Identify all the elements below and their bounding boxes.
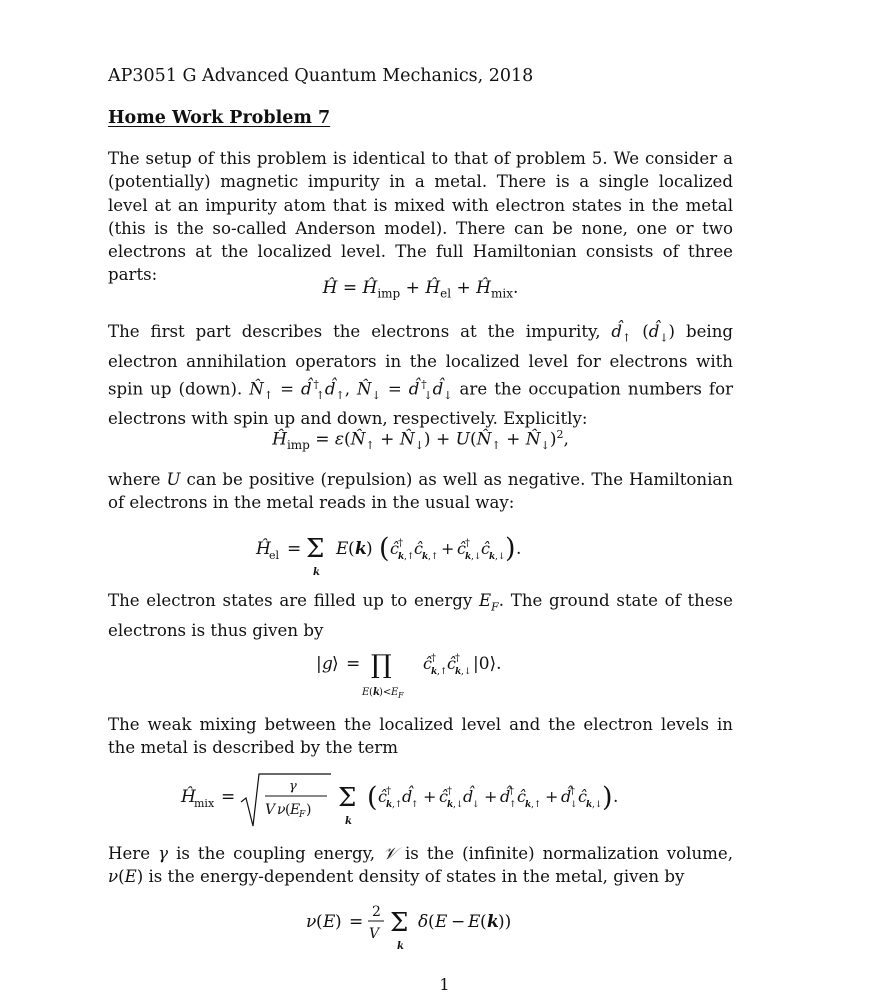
svg-text:E: E	[467, 912, 480, 932]
svg-text:†: †	[385, 786, 391, 797]
svg-text:ĉ: ĉ	[446, 654, 456, 673]
svg-text:(: (	[284, 802, 290, 818]
equation-impurity-hamiltonian: $Ĥ_{imp}$ = $\varepsilon(N̂_↑$ + $N̂_↓$) + $U(N̂_↑$ + $N̂_↓)^2$,	[272, 428, 569, 453]
svg-text:ĉ: ĉ	[413, 539, 423, 558]
page-number: 1	[439, 975, 450, 994]
svg-text:=: =	[220, 787, 235, 807]
svg-text:+: +	[483, 787, 497, 806]
svg-text:,↑: ,↑	[391, 800, 402, 810]
svg-text:(: (	[378, 533, 390, 564]
svg-text:∏: ∏	[370, 650, 392, 680]
svg-text:k: k	[486, 912, 499, 932]
svg-text:): )	[365, 539, 373, 559]
svg-text:,↓: ,↓	[452, 800, 463, 810]
equation-electron-hamiltonian	[108, 525, 733, 582]
svg-text:F: F	[397, 691, 404, 700]
svg-text:,↑: ,↑	[403, 552, 414, 562]
svg-text:V: V	[368, 926, 379, 942]
svg-text:E: E	[322, 912, 335, 932]
svg-text:k: k	[430, 667, 437, 677]
svg-text:k: k	[524, 800, 531, 810]
svg-text:k: k	[585, 800, 592, 810]
svg-text:E: E	[361, 687, 369, 698]
svg-text:): )	[601, 782, 613, 813]
paragraph-setup: The setup of this problem is identical to that of problem 5. We consider a (potentially) magnetic impurity in a metal. There is a single localized level at an impurity atom that is mixed with electron states in the metal (this is the so-called Anderson model). There can be none, one or two electrons at the localized level. The full Hamiltonian consists of three parts:	[108, 149, 733, 285]
svg-text:+: +	[440, 539, 454, 558]
svg-text:k: k	[464, 552, 471, 562]
svg-text:): )	[305, 802, 311, 818]
svg-text:g: g	[321, 654, 333, 674]
svg-text:k: k	[397, 552, 404, 562]
svg-text:F: F	[298, 810, 305, 820]
svg-text:ν: ν	[305, 912, 316, 932]
svg-text:,↑: ,↑	[427, 552, 438, 562]
svg-text:†: †	[464, 538, 470, 549]
svg-text:.: .	[515, 539, 521, 559]
svg-text:↓: ↓	[569, 800, 578, 810]
paragraph-ground-state-intro: The electron states are filled up to energy $E_F$. The ground state of these electrons is thus given by	[108, 591, 733, 640]
svg-text:−: −	[450, 912, 465, 932]
svg-text:δ: δ	[417, 912, 428, 932]
svg-text:†: †	[569, 786, 575, 797]
svg-text:E: E	[434, 912, 447, 932]
svg-text:↓: ↓	[471, 800, 480, 810]
svg-text:Σ: Σ	[305, 534, 324, 564]
svg-text:(: (	[427, 912, 435, 932]
svg-text:ĉ: ĉ	[516, 787, 526, 806]
svg-text:+: +	[544, 787, 558, 806]
svg-text:ĉ: ĉ	[456, 539, 466, 558]
equation-ground-state	[108, 645, 733, 706]
equation-total-hamiltonian: Ĥ = $Ĥ_{imp}$ + $Ĥ_{el}$ + $Ĥ_{mix}$.	[322, 278, 519, 301]
svg-text:2: 2	[371, 904, 381, 920]
svg-text:)<: )<	[378, 687, 391, 698]
svg-text:|: |	[315, 654, 322, 674]
svg-text:k: k	[421, 552, 428, 562]
svg-text:k: k	[312, 567, 320, 578]
svg-text:†: †	[454, 653, 460, 664]
svg-text:⟩: ⟩	[331, 654, 339, 674]
svg-text:k: k	[446, 800, 453, 810]
svg-text:k: k	[488, 552, 495, 562]
svg-text:.: .	[612, 787, 618, 807]
svg-text:(: (	[315, 912, 323, 932]
svg-text:Σ: Σ	[337, 783, 356, 813]
svg-text:†: †	[430, 653, 436, 664]
svg-text:,↓: ,↓	[591, 800, 602, 810]
svg-text:,↑: ,↑	[530, 800, 541, 810]
svg-text:(: (	[479, 912, 487, 932]
svg-text:,↓: ,↓	[470, 552, 481, 562]
svg-text:†: †	[446, 786, 452, 797]
svg-text:=: =	[345, 654, 360, 674]
svg-text:d̂: d̂	[462, 787, 473, 806]
svg-text:k: k	[385, 800, 392, 810]
svg-text:†: †	[508, 786, 514, 797]
svg-text:ĉ: ĉ	[577, 787, 587, 806]
svg-text:ν: ν	[276, 802, 286, 818]
svg-text:ĉ: ĉ	[389, 539, 399, 558]
svg-text:=: =	[286, 539, 301, 559]
svg-text:ĉ: ĉ	[377, 787, 387, 806]
svg-text:)): ))	[497, 912, 511, 932]
svg-text:E: E	[335, 539, 348, 559]
svg-text:E: E	[390, 687, 398, 698]
svg-text:d̂: d̂	[560, 787, 571, 806]
svg-text:+: +	[422, 787, 436, 806]
paragraph-density-intro: Here γ is the coupling energy, 𝒱 is the (infinite) normalization volume, ν(E) is the energy-dependent density of states in the metal, given by	[108, 844, 733, 887]
svg-text:,↓: ,↓	[494, 552, 505, 562]
svg-text:V: V	[264, 802, 275, 818]
paragraph-impurity: The first part describes the electrons at the impurity, $d̂_↑$ $(d̂_↓)$ being electron annihilation operators in the localized level for electrons with spin up (down). $N̂_↑$ = $d̂^\dagger_↑d̂_↑$, $N̂_↓$ = $d̂^\dagger_↓d̂_↓$ are the occupation numbers for electrons with spin up and down, respectively. Explicitly:	[108, 322, 734, 429]
svg-text:k: k	[354, 539, 367, 559]
svg-text:el: el	[268, 549, 279, 562]
equation-density-of-states	[108, 898, 733, 961]
svg-text:γ: γ	[288, 779, 297, 794]
problem-heading: Home Work Problem 7	[108, 108, 331, 128]
svg-text:mix: mix	[193, 797, 214, 810]
svg-text:,↓: ,↓	[460, 667, 471, 677]
svg-text:k: k	[372, 687, 380, 698]
svg-text:): )	[334, 912, 342, 932]
svg-text:d̂: d̂	[401, 787, 412, 806]
svg-text:d̂: d̂	[499, 787, 510, 806]
paragraph-mixing-intro: The weak mixing between the localized level and the electron levels in the metal is described by the term	[108, 715, 733, 758]
svg-text:(: (	[347, 539, 355, 559]
svg-text:ĉ: ĉ	[480, 539, 490, 558]
svg-text:E: E	[289, 802, 300, 818]
svg-text:=: =	[348, 912, 363, 932]
svg-text:†: †	[397, 538, 403, 549]
svg-text:ĉ: ĉ	[438, 787, 448, 806]
svg-text:k: k	[396, 941, 404, 952]
svg-text:(: (	[366, 782, 378, 813]
course-title: AP3051 G Advanced Quantum Mechanics, 2018	[108, 66, 534, 86]
svg-text:ĉ: ĉ	[422, 654, 432, 673]
svg-text:(: (	[368, 687, 373, 698]
svg-text:Ĥ: Ĥ	[180, 787, 196, 807]
svg-text:k: k	[454, 667, 461, 677]
svg-text:↑: ↑	[410, 800, 419, 810]
svg-text:k: k	[344, 816, 352, 827]
svg-text:,↑: ,↑	[436, 667, 447, 677]
svg-text:|0⟩.: |0⟩.	[472, 654, 502, 674]
svg-text:↑: ↑	[508, 800, 517, 810]
svg-text:Ĥ: Ĥ	[255, 539, 271, 559]
equation-mixing-hamiltonian	[108, 770, 733, 835]
svg-text:Σ: Σ	[389, 908, 408, 938]
svg-text:): )	[504, 533, 516, 564]
paragraph-electron-hamiltonian-intro: where U can be positive (repulsion) as well as negative. The Hamiltonian of electrons in the metal reads in the usual way:	[108, 470, 733, 513]
